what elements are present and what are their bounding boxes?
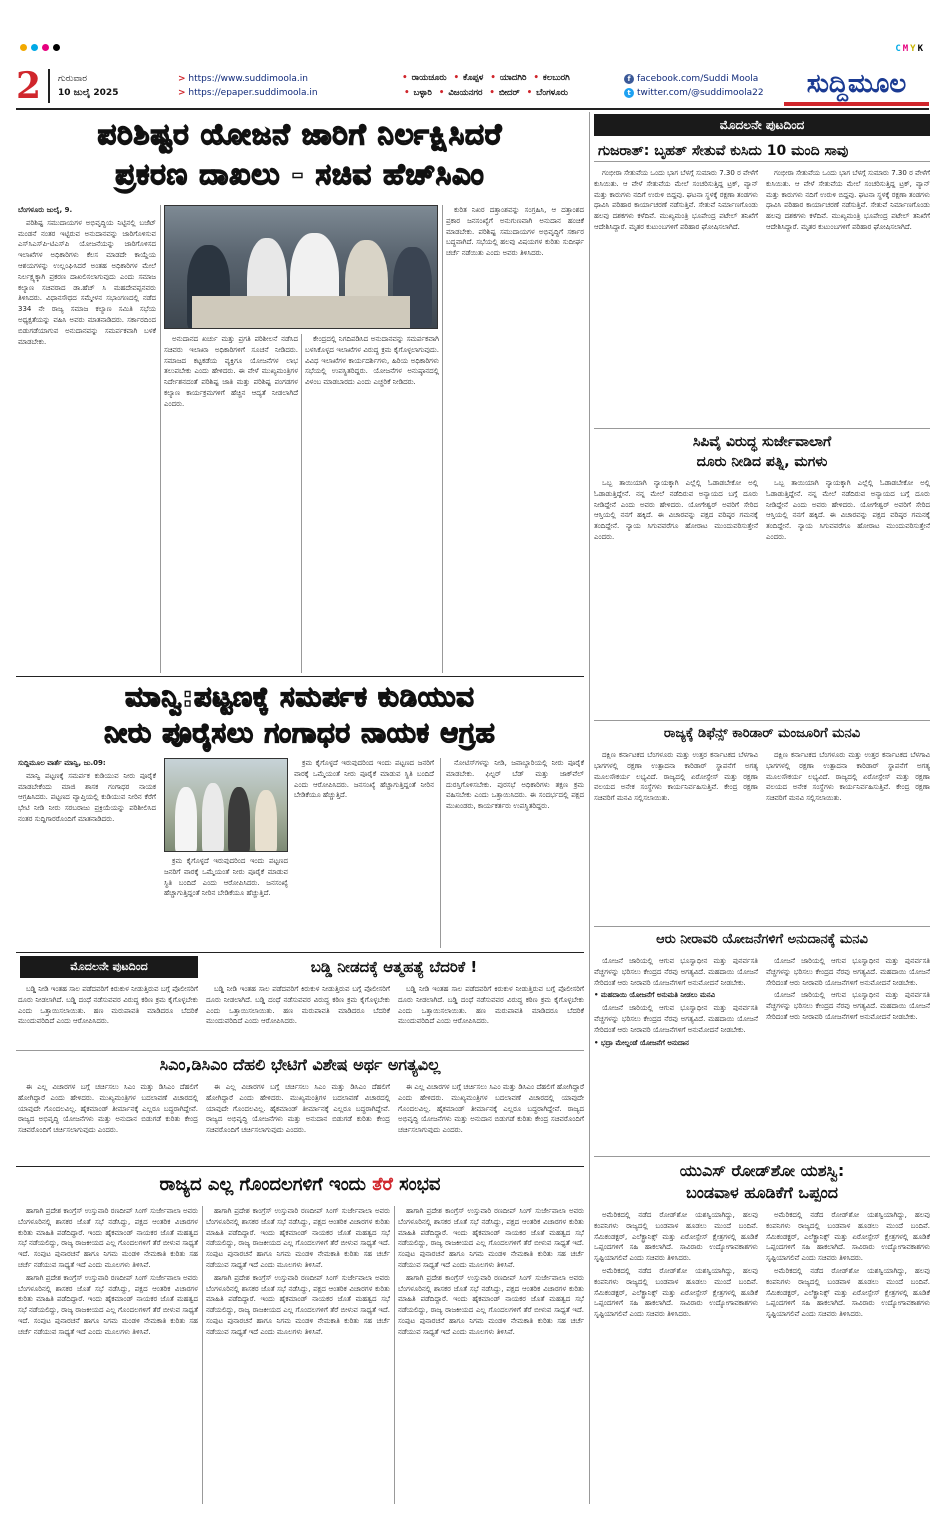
sibi-col-2 [766, 478, 930, 716]
irrigation-paragraph: ಯೋಜನೆ ಜಾರಿಯಲ್ಲಿ ಆಗುವ ಭೂಸ್ವಾಧೀನ ಮತ್ತು ಪುನರ್ವಸತಿ ವೆಚ್ಚಗಳನ್ನು ಭರಿಸಲು ಕೇಂದ್ರದ ನೆರವು ಅಗತ್ಯವಿದೆ. ಮಹದಾಯಿ ಯೋಜನೆ ಸೇರಿದಂತೆ ಆರು ನೀರಾವರಿ ಯೋಜನೆಗಳಿಗೆ ಅನುಮೋದನೆ ನೀಡಬೇಕು. [594, 957, 758, 987]
confusion-headline-text: ರಾಜ್ಯದ ಎಲ್ಲ ಗೊಂದಲಗಳಿಗೆ ಇಂದು [159, 1174, 373, 1195]
confusion-paragraph: ಹಾಗಾಗಿ ಪ್ರದೇಶ ಕಾಂಗ್ರೆಸ್ ಉಸ್ತುವಾರಿ ರಣದೀಪ್ ಸಿಂಗ್ ಸುರ್ಜೇವಾಲಾ ಅವರು ಬೆಂಗಳೂರಿನಲ್ಲಿ ಶಾಸಕರ ಜೊತೆ ಸಭೆ ನಡೆಸಿದ್ದು, ಪಕ್ಷದ ಆಂತರಿಕ ವಿಚಾರಗಳ ಕುರಿತು ಮಾಹಿತಿ ಪಡೆದಿದ್ದಾರೆ. ಇಂದು ಹೈಕಮಾಂಡ್ ನಾಯಕರ ಜೊತೆ ಮಹತ್ವದ ಸಭೆ ನಡೆಯಲಿದ್ದು, ರಾಜ್ಯ ರಾಜಕೀಯದ ಎಲ್ಲ ಗೊಂದಲಗಳಿಗೆ ತೆರೆ ಬೀಳುವ ಸಾಧ್ಯತೆ ಇದೆ. ಸಂಪುಟ ಪುನಾರಚನೆ ಹಾಗೂ ನಿಗಮ ಮಂಡಳಿ ನೇಮಕಾತಿ ಕುರಿತು ಸಹ ಚರ್ಚೆ ನಡೆಯುವ ಸಾಧ್ಯತೆ ಇದೆ ಎಂದು ಮೂಲಗಳು ತಿಳಿಸಿವೆ. [398, 1207, 584, 1269]
loan-col-2 [206, 984, 390, 1046]
section-rule [16, 1166, 584, 1167]
cm-delhi-headline: ಸಿಎಂ,ಡಿಸಿಎಂ ದೆಹಲಿ ಭೇಟಿಗೆ ವಿಶೇಷ ಅರ್ಥ ಅಗತ್ಯವಿಲ್ಲ [159, 1055, 441, 1074]
loan-paragraph: ಬಡ್ಡಿ ನೀಡಿ ಇಂತಹ ಸಾಲ ಪಡೆದವರಿಗೆ ಕಿರುಕುಳ ನೀಡುತ್ತಿರುವ ಬಗ್ಗೆ ಪೊಲೀಸರಿಗೆ ದೂರು ನೀಡಲಾಗಿದೆ. ಬಡ್ಡಿ ದಂಧೆ ನಡೆಸುವವರ ವಿರುದ್ಧ ಕಠಿಣ ಕ್ರಮ ಕೈಗೊಳ್ಳಬೇಕು ಎಂದು ಒತ್ತಾಯಿಸಲಾಯಿತು. ಹಣ ಮರುಪಾವತಿ ಮಾಡಿದರೂ ಬೆದರಿಕೆ ಮುಂದುವರಿದಿದೆ ಎಂದು ಆರೋಪಿಸಿದರು. [206, 985, 390, 1026]
confusion-paragraph: ಹಾಗಾಗಿ ಪ್ರದೇಶ ಕಾಂಗ್ರೆಸ್ ಉಸ್ತುವಾರಿ ರಣದೀಪ್ ಸಿಂಗ್ ಸುರ್ಜೇವಾಲಾ ಅವರು ಬೆಂಗಳೂರಿನಲ್ಲಿ ಶಾಸಕರ ಜೊತೆ ಸಭೆ ನಡೆಸಿದ್ದು, ಪಕ್ಷದ ಆಂತರಿಕ ವಿಚಾರಗಳ ಕುರಿತು ಮಾಹಿತಿ ಪಡೆದಿದ್ದಾರೆ. ಇಂದು ಹೈಕಮಾಂಡ್ ನಾಯಕರ ಜೊತೆ ಮಹತ್ವದ ಸಭೆ ನಡೆಯಲಿದ್ದು, ರಾಜ್ಯ ರಾಜಕೀಯದ ಎಲ್ಲ ಗೊಂದಲಗಳಿಗೆ ತೆರೆ ಬೀಳುವ ಸಾಧ್ಯತೆ ಇದೆ. ಸಂಪುಟ ಪುನಾರಚನೆ ಹಾಗೂ ನಿಗಮ ಮಂಡಳಿ ನೇಮಕಾತಿ ಕುರಿತು ಸಹ ಚರ್ಚೆ ನಡೆಯುವ ಸಾಧ್ಯತೆ ಇದೆ ಎಂದು ಮೂಲಗಳು ತಿಳಿಸಿವೆ. [206, 1273, 390, 1336]
irrigation-paragraph: ಯೋಜನೆ ಜಾರಿಯಲ್ಲಿ ಆಗುವ ಭೂಸ್ವಾಧೀನ ಮತ್ತು ಪುನರ್ವಸತಿ ವೆಚ್ಚಗಳನ್ನು ಭರಿಸಲು ಕೇಂದ್ರದ ನೆರವು ಅಗತ್ಯವಿದೆ. ಮಹದಾಯಿ ಯೋಜನೆ ಸೇರಿದಂತೆ ಆರು ನೀರಾವರಿ ಯೋಜನೆಗಳಿಗೆ ಅನುಮೋದನೆ ನೀಡಬೇಕು. [594, 1004, 758, 1034]
loan-paragraph: ಬಡ್ಡಿ ನೀಡಿ ಇಂತಹ ಸಾಲ ಪಡೆದವರಿಗೆ ಕಿರುಕುಳ ನೀಡುತ್ತಿರುವ ಬಗ್ಗೆ ಪೊಲೀಸರಿಗೆ ದೂರು ನೀಡಲಾಗಿದೆ. ಬಡ್ಡಿ ದಂಧೆ ನಡೆಸುವವರ ವಿರುದ್ಧ ಕಠಿಣ ಕ್ರಮ ಕೈಗೊಳ್ಳಬೇಕು ಎಂದು ಒತ್ತಾಯಿಸಲಾಯಿತು. ಹಣ ಮರುಪಾವತಿ ಮಾಡಿದರೂ ಬೆದರಿಕೆ ಮುಂದುವರಿದಿದೆ ಎಂದು ಆರೋಪಿಸಿದರು. [398, 985, 584, 1026]
photo-figure [228, 787, 250, 852]
reg-dot-magenta [42, 44, 49, 51]
lead-photo [164, 205, 438, 329]
masthead [16, 66, 929, 106]
defence-col-2 [766, 750, 930, 922]
lead-headline [16, 114, 584, 198]
issue-date: 10 ಜುಲೈ 2025 [58, 88, 119, 98]
water-dateline: ಸುದ್ದಿಮೂಲ ವಾರ್ತೆ ಮಾನ್ವಿ, ಜು.09: [18, 759, 106, 767]
confusion-col-1 [18, 1206, 198, 1504]
website-link[interactable] [178, 72, 348, 86]
section-rule [16, 676, 584, 677]
gujarat-paragraph: ಗಂಭೀರಾ ಸೇತುವೆಯ ಒಂದು ಭಾಗ ಬೆಳಗ್ಗೆ ಸುಮಾರು 7.30 ರ ವೇಳೆಗೆ ಕುಸಿಯಿತು. ಆ ವೇಳೆ ಸೇತುವೆಯ ಮೇಲೆ ಸಂಚರಿಸುತ್ತಿದ್ದ ಟ್ರಕ್, ವ್ಯಾನ್ ಮತ್ತು ಕಾರುಗಳು ನದಿಗೆ ಉರುಳಿ ಬಿದ್ದವು. ಘಟನಾ ಸ್ಥಳಕ್ಕೆ ರಕ್ಷಣಾ ತಂಡಗಳು ಧಾವಿಸಿ ಪರಿಹಾರ ಕಾರ್ಯಾಚರಣೆ ನಡೆಸುತ್ತಿವೆ. ಸೇತುವೆ ನಿರ್ಮಾಣಗೊಂಡು ಹಲವು ದಶಕಗಳು ಕಳೆದಿವೆ. ಮುಖ್ಯಮಂತ್ರಿ ಭೂಪೇಂದ್ರ ಪಟೇಲ್ ತನಿಖೆಗೆ ಆದೇಶಿಸಿದ್ದಾರೆ. ಮೃತರ ಕುಟುಂಬಗಳಿಗೆ ಪರಿಹಾರ ಘೋಷಿಸಲಾಗಿದೆ. [594, 169, 758, 231]
twitter-handle[interactable]: twitter.com/@suddimoola22 [637, 88, 764, 98]
photo-figure [202, 783, 224, 852]
water-paragraph: ಮಾನ್ವಿ ಪಟ್ಟಣಕ್ಕೆ ಸಮರ್ಪಕ ಕುಡಿಯುವ ನೀರು ಪೂರೈಕೆ ಮಾಡಬೇಕೆಂದು ಮಾಜಿ ಶಾಸಕ ಗಂಗಾಧರ ನಾಯಕ ಆಗ್ರಹಿಸಿದರು. ಪಟ್ಟಣದ ವ್ಯಾಪ್ತಿಯಲ್ಲಿ ಕುಡಿಯುವ ನೀರಿನ ಕೆರೆಗೆ ಭೇಟಿ ನೀಡಿ ನೀರು ಸರಬರಾಜು ಪ್ರಕ್ರಿಯೆಯನ್ನು ಪರಿಶೀಲಿಸಿದ ನಂತರ ಸುದ್ದಿಗಾರರೊಂದಿಗೆ ಮಾತನಾಡಿದರು. [18, 771, 156, 823]
irrigation-bullet-text: ಮಹದಾಯಿ ಯೋಜನೆಗೆ ಅನುಮತಿ ನೀಡಲು ಮನವಿ [600, 991, 716, 1000]
loan-col-3 [398, 984, 584, 1046]
sibi-headline-line1: ಸಿಪಿವೈ ವಿರುದ್ಧ ಸುರ್ಜೇವಾಲಾಗೆ [692, 434, 832, 450]
cmyk-k: K [917, 44, 925, 54]
water-headline-line2: ನೀರು ಪೂರೈಸಲು ಗಂಗಾಧರ ನಾಯಕ ಆಗ್ರಹ [104, 718, 496, 749]
lead-col-1 [18, 205, 156, 673]
roadshow-headline-line2: ಬಂಡವಾಳ ಹೂಡಿಕೆಗೆ ಒಪ್ಪಂದ [685, 1183, 839, 1202]
facebook-icon: f [624, 74, 634, 84]
sibi-col-1 [594, 478, 758, 716]
lead-col-2 [164, 334, 298, 673]
arrow-icon: > [178, 74, 186, 84]
city: ಬಳ್ಳಾರಿ [413, 88, 432, 98]
column-rule [160, 205, 161, 673]
gujarat-col-1 [594, 168, 758, 424]
column-rule [442, 205, 443, 673]
defence-col-1 [594, 750, 758, 922]
confusion-headline [16, 1172, 584, 1198]
lead-paragraph: ಕುರಿತ ನಿಖರ ದತ್ತಾಂಶವನ್ನು ಸಂಗ್ರಹಿಸಿ, ಆ ದತ್ತಾಂಶದ ಪ್ರಕಾರ ಜನಸಂಖ್ಯೆಗೆ ಅನುಗುಣವಾಗಿ ಅನುದಾನ ಹಂಚಿಕೆ ಮಾಡಬೇಕು. ಪರಿಶಿಷ್ಟ ಸಮುದಾಯಗಳ ಅಭಿವೃದ್ಧಿಗೆ ಸರ್ಕಾರ ಬದ್ಧವಾಗಿದೆ. ಸಭೆಯಲ್ಲಿ ಹಲವು ವಿಷಯಗಳ ಕುರಿತು ಸುದೀರ್ಘ ಚರ್ಚೆ ನಡೆಯಿತು ಎಂದು ಅವರು ತಿಳಿಸಿದರು. [446, 206, 584, 258]
lead-paragraph: ಪರಿಶಿಷ್ಟ ಸಮುದಾಯಗಳ ಅಭಿವೃದ್ಧಿಯ ನಿಟ್ಟಿನಲ್ಲಿ ಬಜೆಟ್ ಮಂಡನೆ ನಂತರ ಇಟ್ಟಿರುವ ಅನುದಾನವನ್ನು ಜಾರಿಗೊಳಿಸುವ ಎಸ್‌ಸಿಎಸ್‌ಪಿ-ಟಿಎಸ್‌ಪಿ ಯೋಜನೆಯನ್ನು ಜಾರಿಗೊಳಿಸದ ಇಲಾಖೆಗಳ ಅಧಿಕಾರಿಗಳು ಕೆಲಸ ಮಾಡದೇ ಕಾಯ್ದೆಯ ಆಶಯಗಳನ್ನು ಉಲ್ಲಂಘಿಸಿದರೆ ಅಂತಹ ಅಧಿಕಾರಿಗಳ ಮೇಲೆ ನಿರ್ಲಕ್ಷ್ಯಕ್ಕಾಗಿ ಪ್ರಕರಣ ದಾಖಲಿಸಲಾಗುವುದು ಎಂದು ಸಮಾಜ ಕಲ್ಯಾಣ ಸಚಿವರಾದ ಡಾ.ಹೆಚ್ ಸಿ ಮಹದೇವಪ್ಪನವರು ತಿಳಿಸಿದರು. ವಿಧಾನಸೌಧದ ಸಮ್ಮೇಳನ ಸಭಾಂಗಣದಲ್ಲಿ ನಡೆದ 334 ನೇ ರಾಜ್ಯ ಸಮಾಜ ಕಲ್ಯಾಣ ಸಮಿತಿ ಸಭೆಯ ಅಧ್ಯಕ್ಷತೆಯನ್ನು ವಹಿಸಿ ಅವರು ಮಾತನಾಡಿದರು. ಸರ್ಕಾರದಿಂದ ಬಿಡುಗಡೆಯಾಗುವ ಅನುದಾನವನ್ನು ಸಮರ್ಪಕವಾಗಿ ಬಳಕೆ ಮಾಡಬೇಕು. [18, 218, 156, 346]
sibi-paragraph: ಒಬ್ಬ ತಾಯಿಯಾಗಿ ನ್ಯಾಯಕ್ಕಾಗಿ ಎಲ್ಲೆಲ್ಲಿ ಓಡಾಡಬೇಕೋ ಅಲ್ಲಿ ಓಡಾಡುತ್ತಿದ್ದೇನೆ. ನನ್ನ ಮೇಲೆ ನಡೆದಿರುವ ಅನ್ಯಾಯದ ಬಗ್ಗೆ ದೂರು ನೀಡಿದ್ದೇನೆ ಎಂದು ಅವರು ಹೇಳಿದರು. ಯೋಗೇಶ್ವರ್ ಅವರಿಗೆ ಸೇರಿದ ಆಸ್ತಿಯಲ್ಲಿ ನನಗೆ ಹಕ್ಕಿದೆ. ಈ ವಿಚಾರವನ್ನು ಪಕ್ಷದ ವರಿಷ್ಠರ ಗಮನಕ್ಕೆ ತಂದಿದ್ದೇನೆ. ನ್ಯಾಯ ಸಿಗುವವರೆಗೂ ಹೋರಾಟ ಮುಂದುವರಿಸುತ್ತೇನೆ ಎಂದರು. [594, 479, 758, 541]
lead-headline-line2: ಪ್ರಕರಣ ದಾಖಲು - ಸಚಿವ ಹೆಚ್‌ಸಿಎಂ [115, 157, 485, 191]
reg-dot-cyan [31, 44, 38, 51]
lead-col-3 [305, 334, 439, 673]
issue-day: ಗುರುವಾರ [58, 74, 88, 84]
facebook-link[interactable] [624, 72, 784, 86]
city: ಕಲಬುರಗಿ [542, 73, 570, 83]
gujarat-headline [594, 141, 930, 162]
cmyk-mark [895, 44, 925, 54]
section-rule [16, 952, 584, 953]
loan-col-1 [18, 984, 198, 1046]
sibi-headline [594, 432, 930, 472]
section-rule [594, 1156, 930, 1157]
city: ವಿಜಯನಗರ [448, 88, 483, 98]
roadshow-col-2 [766, 1210, 930, 1504]
city: ಬೆಂಗಳೂರು [536, 88, 568, 98]
cities-row-2: • ಬಳ್ಳಾರಿ • ವಿಜಯನಗರ • ಬೀದರ್ • ಬೆಂಗಳೂರು [404, 88, 568, 98]
gujarat-paragraph: ಗಂಭೀರಾ ಸೇತುವೆಯ ಒಂದು ಭಾಗ ಬೆಳಗ್ಗೆ ಸುಮಾರು 7.30 ರ ವೇಳೆಗೆ ಕುಸಿಯಿತು. ಆ ವೇಳೆ ಸೇತುವೆಯ ಮೇಲೆ ಸಂಚರಿಸುತ್ತಿದ್ದ ಟ್ರಕ್, ವ್ಯಾನ್ ಮತ್ತು ಕಾರುಗಳು ನದಿಗೆ ಉರುಳಿ ಬಿದ್ದವು. ಘಟನಾ ಸ್ಥಳಕ್ಕೆ ರಕ್ಷಣಾ ತಂಡಗಳು ಧಾವಿಸಿ ಪರಿಹಾರ ಕಾರ್ಯಾಚರಣೆ ನಡೆಸುತ್ತಿವೆ. ಸೇತುವೆ ನಿರ್ಮಾಣಗೊಂಡು ಹಲವು ದಶಕಗಳು ಕಳೆದಿವೆ. ಮುಖ್ಯಮಂತ್ರಿ ಭೂಪೇಂದ್ರ ಪಟೇಲ್ ತನಿಖೆಗೆ ಆದೇಶಿಸಿದ್ದಾರೆ. ಮೃತರ ಕುಟುಂಬಗಳಿಗೆ ಪರಿಹಾರ ಘೋಷಿಸಲಾಗಿದೆ. [766, 169, 930, 231]
cm-delhi-paragraph: ಈ ಎಲ್ಲ ವಿಚಾರಗಳ ಬಗ್ಗೆ ಚರ್ಚಿಸಲು ಸಿಎಂ ಮತ್ತು ಡಿಸಿಎಂ ದೆಹಲಿಗೆ ಹೋಗಿದ್ದಾರೆ ಎಂದು ಹೇಳಿದರು. ಮುಖ್ಯಮಂತ್ರಿಗಳ ಬದಲಾವಣೆ ವಿಚಾರದಲ್ಲಿ ಯಾವುದೇ ಗೊಂದಲವಿಲ್ಲ. ಹೈಕಮಾಂಡ್ ತೀರ್ಮಾನಕ್ಕೆ ಎಲ್ಲರೂ ಬದ್ಧರಾಗಿದ್ದೇವೆ. ರಾಜ್ಯದ ಅಭಿವೃದ್ಧಿ ಯೋಜನೆಗಳು ಮತ್ತು ಅನುದಾನ ಬಿಡುಗಡೆ ಕುರಿತು ಕೇಂದ್ರ ಸಚಿವರೊಂದಿಗೆ ಚರ್ಚಿಸಲಾಗುವುದು ಎಂದರು. [398, 1083, 584, 1135]
water-headline [16, 680, 584, 752]
small-front-page-banner: ಮೊದಲನೇ ಪುಟದಿಂದ [20, 956, 198, 978]
registration-dots [20, 44, 60, 51]
roadshow-headline-line1: ಯುಎಸ್ ರೋಡ್‌ಶೋ ಯಶಸ್ವಿ: [679, 1161, 845, 1180]
column-rule [440, 758, 441, 948]
web-links [178, 72, 348, 100]
lead-paragraph: ಅನುದಾನದ ಖರ್ಚು ಮತ್ತು ಪ್ರಗತಿ ಪರಿಶೀಲನೆ ನಡೆಸಿದ ಸಚಿವರು ಇಲಾಖಾ ಅಧಿಕಾರಿಗಳಿಗೆ ಸೂಚನೆ ನೀಡಿದರು. ಸಮಾಜದ ಕಟ್ಟಕಡೆಯ ವ್ಯಕ್ತಿಗೂ ಯೋಜನೆಗಳ ಲಾಭ ತಲುಪಬೇಕು ಎಂದು ಹೇಳಿದರು. ಈ ವೇಳೆ ಮುಖ್ಯಮಂತ್ರಿಗಳ ನಿರ್ದೇಶನದಂತೆ ಪರಿಶಿಷ್ಟ ಜಾತಿ ಮತ್ತು ಪರಿಶಿಷ್ಟ ಪಂಗಡಗಳ ಕಲ್ಯಾಣ ಕಾರ್ಯಕ್ರಮಗಳಿಗೆ ಹೆಚ್ಚಿನ ಆದ್ಯತೆ ನೀಡಲಾಗಿದೆ ಎಂದರು. [164, 335, 298, 408]
page-number: 2 [16, 65, 42, 107]
epaper-link[interactable] [178, 86, 348, 100]
irrigation-bullet-text: ಭದ್ರಾ ಮೇಲ್ದಂಡೆ ಯೋಜನೆಗೆ ಅನುದಾನ [600, 1038, 689, 1047]
gujarat-headline-text: ಗುಜರಾತ್: ಬೃಹತ್ ಸೇತುವೆ ಕುಸಿದು 10 ಮಂದಿ ಸಾವು [598, 143, 849, 159]
water-col-1 [18, 758, 156, 948]
edition-cities [348, 71, 624, 101]
photo-figure [175, 787, 197, 852]
confusion-paragraph: ಹಾಗಾಗಿ ಪ್ರದೇಶ ಕಾಂಗ್ರೆಸ್ ಉಸ್ತುವಾರಿ ರಣದೀಪ್ ಸಿಂಗ್ ಸುರ್ಜೇವಾಲಾ ಅವರು ಬೆಂಗಳೂರಿನಲ್ಲಿ ಶಾಸಕರ ಜೊತೆ ಸಭೆ ನಡೆಸಿದ್ದು, ಪಕ್ಷದ ಆಂತರಿಕ ವಿಚಾರಗಳ ಕುರಿತು ಮಾಹಿತಿ ಪಡೆದಿದ್ದಾರೆ. ಇಂದು ಹೈಕಮಾಂಡ್ ನಾಯಕರ ಜೊತೆ ಮಹತ್ವದ ಸಭೆ ನಡೆಯಲಿದ್ದು, ರಾಜ್ಯ ರಾಜಕೀಯದ ಎಲ್ಲ ಗೊಂದಲಗಳಿಗೆ ತೆರೆ ಬೀಳುವ ಸಾಧ್ಯತೆ ಇದೆ. ಸಂಪುಟ ಪುನಾರಚನೆ ಹಾಗೂ ನಿಗಮ ಮಂಡಳಿ ನೇಮಕಾತಿ ಕುರಿತು ಸಹ ಚರ್ಚೆ ನಡೆಯುವ ಸಾಧ್ಯತೆ ಇದೆ ಎಂದು ಮೂಲಗಳು ತಿಳಿಸಿವೆ. [18, 1207, 198, 1269]
water-col-2b [164, 856, 288, 948]
column-rule [394, 1206, 395, 1504]
cm-delhi-paragraph: ಈ ಎಲ್ಲ ವಿಚಾರಗಳ ಬಗ್ಗೆ ಚರ್ಚಿಸಲು ಸಿಎಂ ಮತ್ತು ಡಿಸಿಎಂ ದೆಹಲಿಗೆ ಹೋಗಿದ್ದಾರೆ ಎಂದು ಹೇಳಿದರು. ಮುಖ್ಯಮಂತ್ರಿಗಳ ಬದಲಾವಣೆ ವಿಚಾರದಲ್ಲಿ ಯಾವುದೇ ಗೊಂದಲವಿಲ್ಲ. ಹೈಕಮಾಂಡ್ ತೀರ್ಮಾನಕ್ಕೆ ಎಲ್ಲರೂ ಬದ್ಧರಾಗಿದ್ದೇವೆ. ರಾಜ್ಯದ ಅಭಿವೃದ್ಧಿ ಯೋಜನೆಗಳು ಮತ್ತು ಅನುದಾನ ಬಿಡುಗಡೆ ಕುರಿತು ಕೇಂದ್ರ ಸಚಿವರೊಂದಿಗೆ ಚರ್ಚಿಸಲಾಗುವುದು ಎಂದರು. [18, 1083, 198, 1135]
city: ಬೀದರ್ [498, 88, 520, 98]
photo-figure [255, 790, 277, 852]
cm-delhi-col-3 [398, 1082, 584, 1162]
column-rule [202, 1206, 203, 1504]
column-rule [589, 112, 590, 1504]
defence-paragraph: ದಕ್ಷಿಣ ಕರ್ನಾಟಕದ ಬೆಂಗಳೂರು ಮತ್ತು ಉತ್ತರ ಕರ್ನಾಟಕದ ಬೆಳಗಾವಿ ಭಾಗಗಳಲ್ಲಿ ರಕ್ಷಣಾ ಉತ್ಪಾದನಾ ಕಾರಿಡಾರ್ ಸ್ಥಾಪನೆಗೆ ಅಗತ್ಯ ಮೂಲಸೌಕರ್ಯ ಲಭ್ಯವಿದೆ. ರಾಜ್ಯದಲ್ಲಿ ಏರೋಸ್ಪೇಸ್ ಮತ್ತು ರಕ್ಷಣಾ ವಲಯದ ಅನೇಕ ಸಂಸ್ಥೆಗಳು ಕಾರ್ಯನಿರ್ವಹಿಸುತ್ತಿವೆ. ಕೇಂದ್ರ ರಕ್ಷಣಾ ಸಚಿವರಿಗೆ ಮನವಿ ಸಲ್ಲಿಸಲಾಯಿತು. [766, 751, 930, 803]
roadshow-paragraph: ಅಮೆರಿಕದಲ್ಲಿ ನಡೆದ ರೋಡ್‌ಶೋ ಯಶಸ್ವಿಯಾಗಿದ್ದು, ಹಲವು ಕಂಪನಿಗಳು ರಾಜ್ಯದಲ್ಲಿ ಬಂಡವಾಳ ಹೂಡಲು ಮುಂದೆ ಬಂದಿವೆ. ಸೆಮಿಕಂಡಕ್ಟರ್, ಎಲೆಕ್ಟ್ರಾನಿಕ್ಸ್ ಮತ್ತು ಏರೋಸ್ಪೇಸ್ ಕ್ಷೇತ್ರಗಳಲ್ಲಿ ಹೂಡಿಕೆ ಒಪ್ಪಂದಗಳಿಗೆ ಸಹಿ ಹಾಕಲಾಗಿದೆ. ಸಾವಿರಾರು ಉದ್ಯೋಗಾವಕಾಶಗಳು ಸೃಷ್ಟಿಯಾಗಲಿವೆ ಎಂದು ಸಚಿವರು ತಿಳಿಸಿದರು. [594, 1266, 758, 1319]
water-headline-line1: ಮಾನ್ವಿ:ಪಟ್ಟಣಕ್ಕೆ ಸಮರ್ಪಕ ಕುಡಿಯುವ [125, 682, 475, 713]
irrigation-bullet: • ಭದ್ರಾ ಮೇಲ್ದಂಡೆ ಯೋಜನೆಗೆ ಅನುದಾನ [594, 1038, 689, 1047]
newspaper-logo: ಸುದ್ದಿಮೂಲ [784, 66, 929, 106]
city: ರಾಯಚೂರು [411, 73, 447, 83]
roadshow-headline [594, 1160, 930, 1204]
water-paragraph: ಕ್ರಮ ಕೈಗೊಳ್ಳದೆ ಇರುವುದರಿಂದ ಇಂದು ಪಟ್ಟಣದ ಜನರಿಗೆ ವಾರಕ್ಕೆ ಒಮ್ಮೆಯಂತೆ ನೀರು ಪೂರೈಕೆ ಮಾಡುವ ಸ್ಥಿತಿ ಬಂದಿದೆ ಎಂದು ಆರೋಪಿಸಿದರು. ಜನಸಂಖ್ಯೆ ಹೆಚ್ಚಾಗುತ್ತಿದ್ದಂತೆ ನೀರಿನ ಬೇಡಿಕೆಯೂ ಹೆಚ್ಚುತ್ತಿದೆ. [164, 857, 288, 898]
cmyk-y: Y [910, 44, 918, 54]
city: ಕೊಪ್ಪಳ [463, 73, 484, 83]
irrigation-headline: ಆರು ನೀರಾವರಿ ಯೋಜನೆಗಳಿಗೆ ಅನುದಾನಕ್ಕೆ ಮನವಿ [656, 932, 868, 947]
column-rule [301, 334, 302, 673]
section-rule [594, 428, 930, 429]
gujarat-col-2 [766, 168, 930, 424]
water-paragraph: ಕ್ರಮ ಕೈಗೊಳ್ಳದೆ ಇರುವುದರಿಂದ ಇಂದು ಪಟ್ಟಣದ ಜನರಿಗೆ ವಾರಕ್ಕೆ ಒಮ್ಮೆಯಂತೆ ನೀರು ಪೂರೈಕೆ ಮಾಡುವ ಸ್ಥಿತಿ ಬಂದಿದೆ ಎಂದು ಆರೋಪಿಸಿದರು. ಜನಸಂಖ್ಯೆ ಹೆಚ್ಚಾಗುತ್ತಿದ್ದಂತೆ ನೀರಿನ ಬೇಡಿಕೆಯೂ ಹೆಚ್ಚುತ್ತಿದೆ. [294, 759, 434, 800]
water-paragraph: ನೋಟಿಸ್‌ಗಳನ್ನು ನೀಡಿ, ಜವಾಬ್ದಾರಿಯಲ್ಲಿ ನೀರು ಪೂರೈಕೆ ಮಾಡಬೇಕು. ಫಿಲ್ಟರ್ ಬೆಡ್ ಮತ್ತು ಜಾಕ್‌ವೆಲ್ ದುರಸ್ತಿಗೊಳಿಸಬೇಕು. ಪುರಸಭೆ ಅಧಿಕಾರಿಗಳು ತಕ್ಷಣ ಕ್ರಮ ವಹಿಸಬೇಕು ಎಂದು ಒತ್ತಾಯಿಸಿದರು. ಈ ಸಂದರ್ಭದಲ್ಲಿ ಪಕ್ಷದ ಮುಖಂಡರು, ಕಾರ್ಯಕರ್ತರು ಉಪಸ್ಥಿತರಿದ್ದರು. [446, 759, 584, 811]
social-links [624, 72, 784, 100]
sibi-headline-line2: ದೂರು ನೀಡಿದ ಪತ್ನಿ, ಮಗಳು [696, 454, 828, 470]
reg-dot-yellow [20, 44, 27, 51]
epaper-url[interactable]: https://epaper.suddimoola.in [188, 88, 318, 98]
section-rule [16, 1050, 584, 1051]
lead-dateline: ಬೆಂಗಳೂರು ಜುಲೈ, 9. [18, 206, 73, 214]
irrigation-paragraph: ಯೋಜನೆ ಜಾರಿಯಲ್ಲಿ ಆಗುವ ಭೂಸ್ವಾಧೀನ ಮತ್ತು ಪುನರ್ವಸತಿ ವೆಚ್ಚಗಳನ್ನು ಭರಿಸಲು ಕೇಂದ್ರದ ನೆರವು ಅಗತ್ಯವಿದೆ. ಮಹದಾಯಿ ಯೋಜನೆ ಸೇರಿದಂತೆ ಆರು ನೀರಾವರಿ ಯೋಜನೆಗಳಿಗೆ ಅನುಮೋದನೆ ನೀಡಬೇಕು. [766, 991, 930, 1021]
defence-headline: ರಾಜ್ಯಕ್ಕೆ ಡಿಫೆನ್ಸ್ ಕಾರಿಡಾರ್ ಮಂಜೂರಿಗೆ ಮನವಿ [663, 726, 861, 741]
lead-headline-line1: ಪರಿಶಿಷ್ಟರ ಯೋಜನೆ ಜಾರಿಗೆ ನಿರ್ಲಕ್ಷಿಸಿದರೆ [97, 117, 503, 151]
confusion-headline-highlight: ತೆರೆ [372, 1174, 393, 1195]
cmyk-m: M [902, 44, 911, 54]
loan-paragraph: ಬಡ್ಡಿ ನೀಡಿ ಇಂತಹ ಸಾಲ ಪಡೆದವರಿಗೆ ಕಿರುಕುಳ ನೀಡುತ್ತಿರುವ ಬಗ್ಗೆ ಪೊಲೀಸರಿಗೆ ದೂರು ನೀಡಲಾಗಿದೆ. ಬಡ್ಡಿ ದಂಧೆ ನಡೆಸುವವರ ವಿರುದ್ಧ ಕಠಿಣ ಕ್ರಮ ಕೈಗೊಳ್ಳಬೇಕು ಎಂದು ಒತ್ತಾಯಿಸಲಾಯಿತು. ಹಣ ಮರುಪಾವತಿ ಮಾಡಿದರೂ ಬೆದರಿಕೆ ಮುಂದುವರಿದಿದೆ ಎಂದು ಆರೋಪಿಸಿದರು. [18, 985, 198, 1026]
water-photo [164, 758, 288, 852]
roadshow-col-1 [594, 1210, 758, 1504]
front-page-banner: ಮೊದಲನೇ ಪುಟದಿಂದ [594, 114, 930, 136]
roadshow-paragraph: ಅಮೆರಿಕದಲ್ಲಿ ನಡೆದ ರೋಡ್‌ಶೋ ಯಶಸ್ವಿಯಾಗಿದ್ದು, ಹಲವು ಕಂಪನಿಗಳು ರಾಜ್ಯದಲ್ಲಿ ಬಂಡವಾಳ ಹೂಡಲು ಮುಂದೆ ಬಂದಿವೆ. ಸೆಮಿಕಂಡಕ್ಟರ್, ಎಲೆಕ್ಟ್ರಾನಿಕ್ಸ್ ಮತ್ತು ಏರೋಸ್ಪೇಸ್ ಕ್ಷೇತ್ರಗಳಲ್ಲಿ ಹೂಡಿಕೆ ಒಪ್ಪಂದಗಳಿಗೆ ಸಹಿ ಹಾಕಲಾಗಿದೆ. ಸಾವಿರಾರು ಉದ್ಯೋಗಾವಕಾಶಗಳು ಸೃಷ್ಟಿಯಾಗಲಿವೆ ಎಂದು ಸಚಿವರು ತಿಳಿಸಿದರು. [594, 1211, 758, 1263]
photo-table [192, 296, 410, 328]
loan-headline: ಬಡ್ಡಿ ನೀಡದಕ್ಕೆ ಆತ್ಮಹತ್ಯೆ ಬೆದರಿಕೆ ! [310, 958, 478, 976]
cm-delhi-paragraph: ಈ ಎಲ್ಲ ವಿಚಾರಗಳ ಬಗ್ಗೆ ಚರ್ಚಿಸಲು ಸಿಎಂ ಮತ್ತು ಡಿಸಿಎಂ ದೆಹಲಿಗೆ ಹೋಗಿದ್ದಾರೆ ಎಂದು ಹೇಳಿದರು. ಮುಖ್ಯಮಂತ್ರಿಗಳ ಬದಲಾವಣೆ ವಿಚಾರದಲ್ಲಿ ಯಾವುದೇ ಗೊಂದಲವಿಲ್ಲ. ಹೈಕಮಾಂಡ್ ತೀರ್ಮಾನಕ್ಕೆ ಎಲ್ಲರೂ ಬದ್ಧರಾಗಿದ್ದೇವೆ. ರಾಜ್ಯದ ಅಭಿವೃದ್ಧಿ ಯೋಜನೆಗಳು ಮತ್ತು ಅನುದಾನ ಬಿಡುಗಡೆ ಕುರಿತು ಕೇಂದ್ರ ಸಚಿವರೊಂದಿಗೆ ಚರ್ಚಿಸಲಾಗುವುದು ಎಂದರು. [206, 1083, 390, 1135]
cmyk-c: C [895, 44, 903, 54]
city: ಯಾದಗಿರಿ [499, 73, 527, 83]
cm-delhi-col-1 [18, 1082, 198, 1162]
masthead-rule [16, 108, 929, 110]
twitter-link[interactable] [624, 86, 784, 100]
confusion-col-2 [206, 1206, 390, 1504]
reg-dot-black [53, 44, 60, 51]
sibi-paragraph: ಒಬ್ಬ ತಾಯಿಯಾಗಿ ನ್ಯಾಯಕ್ಕಾಗಿ ಎಲ್ಲೆಲ್ಲಿ ಓಡಾಡಬೇಕೋ ಅಲ್ಲಿ ಓಡಾಡುತ್ತಿದ್ದೇನೆ. ನನ್ನ ಮೇಲೆ ನಡೆದಿರುವ ಅನ್ಯಾಯದ ಬಗ್ಗೆ ದೂರು ನೀಡಿದ್ದೇನೆ ಎಂದು ಅವರು ಹೇಳಿದರು. ಯೋಗೇಶ್ವರ್ ಅವರಿಗೆ ಸೇರಿದ ಆಸ್ತಿಯಲ್ಲಿ ನನಗೆ ಹಕ್ಕಿದೆ. ಈ ವಿಚಾರವನ್ನು ಪಕ್ಷದ ವರಿಷ್ಠರ ಗಮನಕ್ಕೆ ತಂದಿದ್ದೇನೆ. ನ್ಯಾಯ ಸಿಗುವವರೆಗೂ ಹೋರಾಟ ಮುಂದುವರಿಸುತ್ತೇನೆ ಎಂದರು. [766, 479, 930, 541]
roadshow-paragraph: ಅಮೆರಿಕದಲ್ಲಿ ನಡೆದ ರೋಡ್‌ಶೋ ಯಶಸ್ವಿಯಾಗಿದ್ದು, ಹಲವು ಕಂಪನಿಗಳು ರಾಜ್ಯದಲ್ಲಿ ಬಂಡವಾಳ ಹೂಡಲು ಮುಂದೆ ಬಂದಿವೆ. ಸೆಮಿಕಂಡಕ್ಟರ್, ಎಲೆಕ್ಟ್ರಾನಿಕ್ಸ್ ಮತ್ತು ಏರೋಸ್ಪೇಸ್ ಕ್ಷೇತ್ರಗಳಲ್ಲಿ ಹೂಡಿಕೆ ಒಪ್ಪಂದಗಳಿಗೆ ಸಹಿ ಹಾಕಲಾಗಿದೆ. ಸಾವಿರಾರು ಉದ್ಯೋಗಾವಕಾಶಗಳು ಸೃಷ್ಟಿಯಾಗಲಿವೆ ಎಂದು ಸಚಿವರು ತಿಳಿಸಿದರು. [766, 1211, 930, 1263]
facebook-handle[interactable]: facebook.com/Suddi Moola [637, 74, 759, 84]
confusion-paragraph: ಹಾಗಾಗಿ ಪ್ರದೇಶ ಕಾಂಗ್ರೆಸ್ ಉಸ್ತುವಾರಿ ರಣದೀಪ್ ಸಿಂಗ್ ಸುರ್ಜೇವಾಲಾ ಅವರು ಬೆಂಗಳೂರಿನಲ್ಲಿ ಶಾಸಕರ ಜೊತೆ ಸಭೆ ನಡೆಸಿದ್ದು, ಪಕ್ಷದ ಆಂತರಿಕ ವಿಚಾರಗಳ ಕುರಿತು ಮಾಹಿತಿ ಪಡೆದಿದ್ದಾರೆ. ಇಂದು ಹೈಕಮಾಂಡ್ ನಾಯಕರ ಜೊತೆ ಮಹತ್ವದ ಸಭೆ ನಡೆಯಲಿದ್ದು, ರಾಜ್ಯ ರಾಜಕೀಯದ ಎಲ್ಲ ಗೊಂದಲಗಳಿಗೆ ತೆರೆ ಬೀಳುವ ಸಾಧ್ಯತೆ ಇದೆ. ಸಂಪುಟ ಪುನಾರಚನೆ ಹಾಗೂ ನಿಗಮ ಮಂಡಳಿ ನೇಮಕಾತಿ ಕುರಿತು ಸಹ ಚರ್ಚೆ ನಡೆಯುವ ಸಾಧ್ಯತೆ ಇದೆ ಎಂದು ಮೂಲಗಳು ತಿಳಿಸಿವೆ. [206, 1207, 390, 1269]
confusion-headline-text-end: ಸಂಭವ [392, 1174, 441, 1195]
irrigation-bullet: • ಮಹದಾಯಿ ಯೋಜನೆಗೆ ಅನುಮತಿ ನೀಡಲು ಮನವಿ [594, 991, 716, 1000]
arrow-icon: > [178, 88, 186, 98]
water-col-2a [294, 758, 434, 948]
defence-paragraph: ದಕ್ಷಿಣ ಕರ್ನಾಟಕದ ಬೆಂಗಳೂರು ಮತ್ತು ಉತ್ತರ ಕರ್ನಾಟಕದ ಬೆಳಗಾವಿ ಭಾಗಗಳಲ್ಲಿ ರಕ್ಷಣಾ ಉತ್ಪಾದನಾ ಕಾರಿಡಾರ್ ಸ್ಥಾಪನೆಗೆ ಅಗತ್ಯ ಮೂಲಸೌಕರ್ಯ ಲಭ್ಯವಿದೆ. ರಾಜ್ಯದಲ್ಲಿ ಏರೋಸ್ಪೇಸ್ ಮತ್ತು ರಕ್ಷಣಾ ವಲಯದ ಅನೇಕ ಸಂಸ್ಥೆಗಳು ಕಾರ್ಯನಿರ್ವಹಿಸುತ್ತಿವೆ. ಕೇಂದ್ರ ರಕ್ಷಣಾ ಸಚಿವರಿಗೆ ಮನವಿ ಸಲ್ಲಿಸಲಾಯಿತು. [594, 751, 758, 803]
water-col-3 [446, 758, 584, 948]
date-block [48, 69, 178, 103]
lead-paragraph: ಕೇಂದ್ರದಲ್ಲಿ ನಿಗದಿಪಡಿಸಿದ ಅನುದಾನವನ್ನು ಸಮರ್ಪಕವಾಗಿ ಬಳಸಿಕೊಳ್ಳದ ಇಲಾಖೆಗಳ ವಿರುದ್ಧ ಕ್ರಮ ಕೈಗೊಳ್ಳಲಾಗುವುದು. ವಿವಿಧ ಇಲಾಖೆಗಳ ಕಾರ್ಯದರ್ಶಿಗಳು, ಹಿರಿಯ ಅಧಿಕಾರಿಗಳು ಸಭೆಯಲ್ಲಿ ಉಪಸ್ಥಿತರಿದ್ದರು. ಯೋಜನೆಗಳ ಅನುಷ್ಠಾನದಲ್ಲಿ ವಿಳಂಬ ಮಾಡಬಾರದು ಎಂದು ಎಚ್ಚರಿಕೆ ನೀಡಿದರು. [305, 335, 439, 387]
confusion-paragraph: ಹಾಗಾಗಿ ಪ್ರದೇಶ ಕಾಂಗ್ರೆಸ್ ಉಸ್ತುವಾರಿ ರಣದೀಪ್ ಸಿಂಗ್ ಸುರ್ಜೇವಾಲಾ ಅವರು ಬೆಂಗಳೂರಿನಲ್ಲಿ ಶಾಸಕರ ಜೊತೆ ಸಭೆ ನಡೆಸಿದ್ದು, ಪಕ್ಷದ ಆಂತರಿಕ ವಿಚಾರಗಳ ಕುರಿತು ಮಾಹಿತಿ ಪಡೆದಿದ್ದಾರೆ. ಇಂದು ಹೈಕಮಾಂಡ್ ನಾಯಕರ ಜೊತೆ ಮಹತ್ವದ ಸಭೆ ನಡೆಯಲಿದ್ದು, ರಾಜ್ಯ ರಾಜಕೀಯದ ಎಲ್ಲ ಗೊಂದಲಗಳಿಗೆ ತೆರೆ ಬೀಳುವ ಸಾಧ್ಯತೆ ಇದೆ. ಸಂಪುಟ ಪುನಾರಚನೆ ಹಾಗೂ ನಿಗಮ ಮಂಡಳಿ ನೇಮಕಾತಿ ಕುರಿತು ಸಹ ಚರ್ಚೆ ನಡೆಯುವ ಸಾಧ್ಯತೆ ಇದೆ ಎಂದು ಮೂಲಗಳು ತಿಳಿಸಿವೆ. [18, 1273, 198, 1336]
section-rule [594, 720, 930, 721]
cm-delhi-col-2 [206, 1082, 390, 1162]
roadshow-paragraph: ಅಮೆರಿಕದಲ್ಲಿ ನಡೆದ ರೋಡ್‌ಶೋ ಯಶಸ್ವಿಯಾಗಿದ್ದು, ಹಲವು ಕಂಪನಿಗಳು ರಾಜ್ಯದಲ್ಲಿ ಬಂಡವಾಳ ಹೂಡಲು ಮುಂದೆ ಬಂದಿವೆ. ಸೆಮಿಕಂಡಕ್ಟರ್, ಎಲೆಕ್ಟ್ರಾನಿಕ್ಸ್ ಮತ್ತು ಏರೋಸ್ಪೇಸ್ ಕ್ಷೇತ್ರಗಳಲ್ಲಿ ಹೂಡಿಕೆ ಒಪ್ಪಂದಗಳಿಗೆ ಸಹಿ ಹಾಕಲಾಗಿದೆ. ಸಾವಿರಾರು ಉದ್ಯೋಗಾವಕಾಶಗಳು ಸೃಷ್ಟಿಯಾಗಲಿವೆ ಎಂದು ಸಚಿವರು ತಿಳಿಸಿದರು. [766, 1266, 930, 1319]
website-url[interactable]: https://www.suddimoola.in [188, 74, 308, 84]
irrigation-col-1 [594, 956, 758, 1152]
lead-col-4 [446, 205, 584, 673]
cities-row-1: • ರಾಯಚೂರು • ಕೊಪ್ಪಳ • ಯಾದಗಿರಿ • ಕಲಬುರಗಿ [402, 73, 570, 83]
irrigation-paragraph: ಯೋಜನೆ ಜಾರಿಯಲ್ಲಿ ಆಗುವ ಭೂಸ್ವಾಧೀನ ಮತ್ತು ಪುನರ್ವಸತಿ ವೆಚ್ಚಗಳನ್ನು ಭರಿಸಲು ಕೇಂದ್ರದ ನೆರವು ಅಗತ್ಯವಿದೆ. ಮಹದಾಯಿ ಯೋಜನೆ ಸೇರಿದಂತೆ ಆರು ನೀರಾವರಿ ಯೋಜನೆಗಳಿಗೆ ಅನುಮೋದನೆ ನೀಡಬೇಕು. [766, 957, 930, 987]
irrigation-col-2 [766, 956, 930, 1152]
confusion-paragraph: ಹಾಗಾಗಿ ಪ್ರದೇಶ ಕಾಂಗ್ರೆಸ್ ಉಸ್ತುವಾರಿ ರಣದೀಪ್ ಸಿಂಗ್ ಸುರ್ಜೇವಾಲಾ ಅವರು ಬೆಂಗಳೂರಿನಲ್ಲಿ ಶಾಸಕರ ಜೊತೆ ಸಭೆ ನಡೆಸಿದ್ದು, ಪಕ್ಷದ ಆಂತರಿಕ ವಿಚಾರಗಳ ಕುರಿತು ಮಾಹಿತಿ ಪಡೆದಿದ್ದಾರೆ. ಇಂದು ಹೈಕಮಾಂಡ್ ನಾಯಕರ ಜೊತೆ ಮಹತ್ವದ ಸಭೆ ನಡೆಯಲಿದ್ದು, ರಾಜ್ಯ ರಾಜಕೀಯದ ಎಲ್ಲ ಗೊಂದಲಗಳಿಗೆ ತೆರೆ ಬೀಳುವ ಸಾಧ್ಯತೆ ಇದೆ. ಸಂಪುಟ ಪುನಾರಚನೆ ಹಾಗೂ ನಿಗಮ ಮಂಡಳಿ ನೇಮಕಾತಿ ಕುರಿತು ಸಹ ಚರ್ಚೆ ನಡೆಯುವ ಸಾಧ್ಯತೆ ಇದೆ ಎಂದು ಮೂಲಗಳು ತಿಳಿಸಿವೆ. [398, 1273, 584, 1336]
confusion-col-3 [398, 1206, 584, 1504]
section-rule [594, 926, 930, 927]
twitter-icon: t [624, 88, 634, 98]
